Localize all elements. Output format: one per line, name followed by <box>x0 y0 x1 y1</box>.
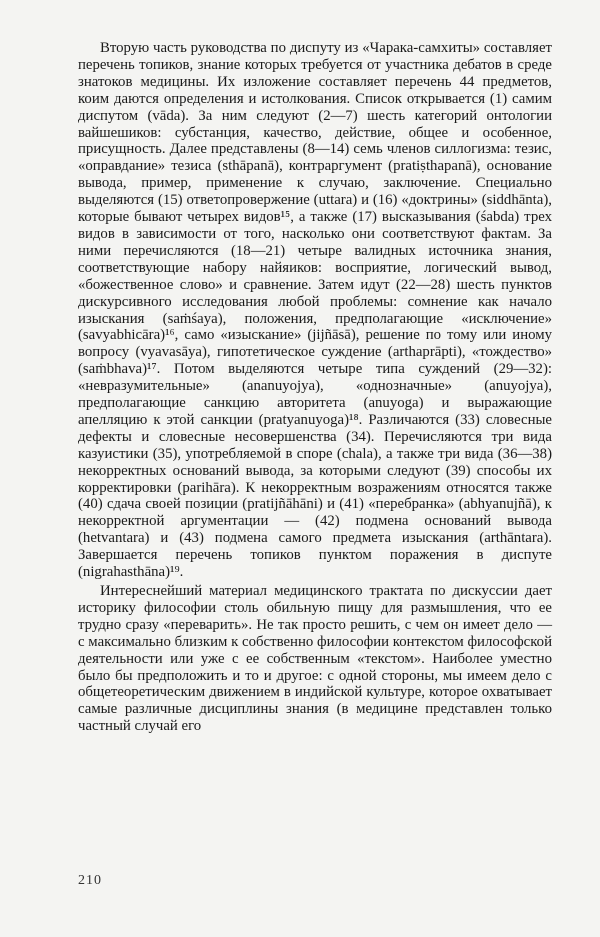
paragraph-topics-list: Вторую часть руководства по диспуту из «Чарака-самхиты» составляет перечень топиков, знание которых требуется от участника дебатов в среде знатоков медицины. Их изложение составляет перечень 44 предметов, коим даются определения и истолкования. Список открывается (1) самим диспутом (vāda). За ним следуют (2—7) шесть категорий онтологии вайшешиков: субстанция, качество, действие, общее и особенное, присущность. Далее представлены (8—14) семь членов силлогизма: тезис, «оправдание» тезиса (sthāpanā), контраргумент (pratiṣthapanā), основание вывода, пример, применение к случаю, заключение. Специально выделяются (15) ответопровержение (uttara) и (16) «доктрины» (siddhānta), которые бывают четырех видов¹⁵, а также (17) высказывания (śabda) трех видов в зависимости от того, насколько они соответствуют фактам. За ними перечисляются (18—21) четыре валидных источника знания, соответствующие набору найяиков: восприятие, логический вывод, «божественное слово» и сравнение. Затем идут (22—28) шесть пунктов дискурсивного исследования любой проблемы: сомнение как начало изыскания (saṁśaya), положения, предполагающие «исключение» (savyabhicāra)¹⁶, само «изыскание» (jijñāsā), решение по тому или иному вопросу (vyavasāya), гипотетическое суждение (arthaprāpti), «тождество» (saṁbhava)¹⁷. Потом выделяются четыре типа суждений (29—32): «невразумительные» (ananuyojya), «однозначные» (anuyojya), предполагающие санкцию авторитета (anuyoga) и выражающие апелляцию к этой санкции (pratyanuyoga)¹⁸. Различаются (33) словесные дефекты и словесные несовершенства (34). Перечисляются три вида казуистики (35), употребляемой в споре (chala), а также три вида (36—38) некорректных оснований вывода, за которыми следуют (39) способы их корректировки (parihāra). К некорректным возражениям относятся также (40) сдача своей позиции (pratijñāhāni) и (41) «перебранка» (abhyanujñā), к некорректной аргументации — (42) подмена оснований вывода (hetvantara) и (43) подмена самого предмета изыскания (arthāntara). Завершается перечень топиков пунктом поражения в диспуте (nigrahasthāna)¹⁹. <box>78 40 552 581</box>
page-number: 210 <box>78 873 102 888</box>
paragraph-interpretation: Интереснейший материал медицинского трактата по дискуссии дает историку философии столь обильную пищу для размышления, что ее трудно сразу «переварить». Не так просто решить, с чем он имеет дело — с максимально близким к собственно философии контекстом философской деятельности или уже с ее собственным «текстом». Наиболее уместно было бы предположить и то и другое: с одной стороны, мы имеем дело с общетеоретическим движением в индийской культуре, которое охватывает самые различные дисциплины знания (в медицине представлен только частный случай его <box>78 583 552 735</box>
page-body <box>78 40 552 735</box>
